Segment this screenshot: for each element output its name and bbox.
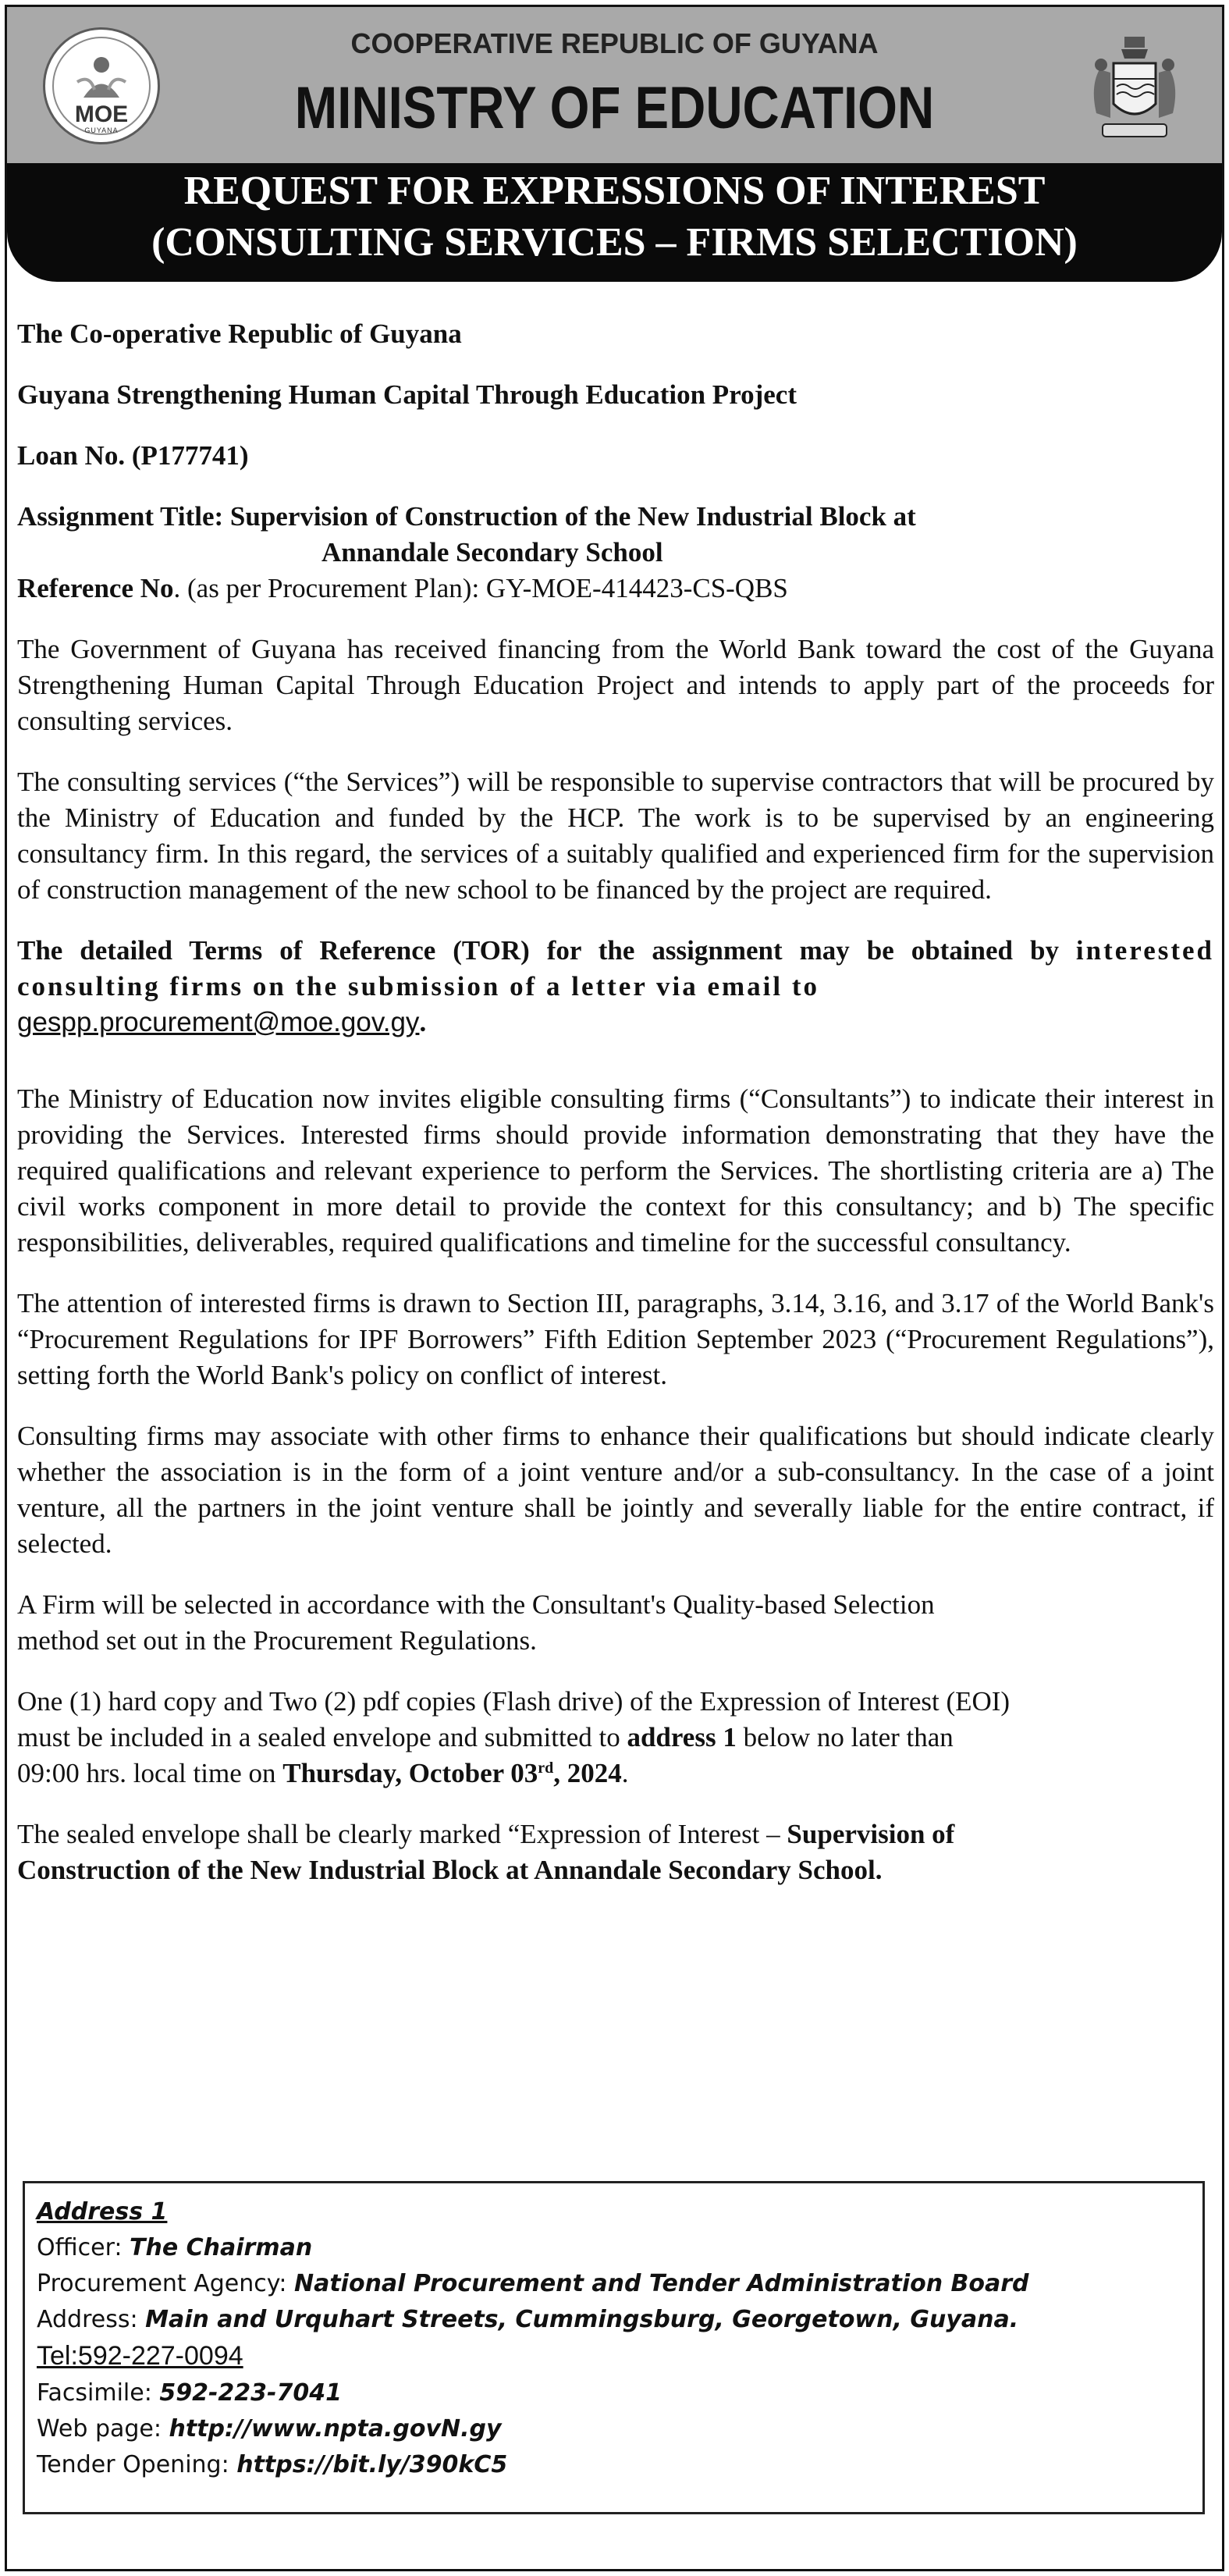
facsimile-line (37, 2375, 1202, 2411)
assignment-line-1: Supervision of Construction of the New Industrial Block at (229, 501, 916, 532)
date-ordinal-suffix: rd (538, 1759, 554, 1777)
masthead (7, 7, 1222, 163)
street-address-line (37, 2302, 1202, 2338)
submission-period: . (621, 1758, 629, 1788)
selection-line-1: A Firm will be selected in accordance with the Consultant's Quality-based Selection (17, 1589, 935, 1620)
country-name: The Co-operative Republic of Guyana (17, 318, 462, 349)
facsimile-label: Facsimile: (37, 2379, 160, 2407)
submission-line-3a: 09:00 hrs. local time on (17, 1758, 283, 1788)
reference-label: Reference No (17, 573, 174, 603)
assignment-title (17, 499, 1214, 571)
tor-line-1: The detailed Terms of Reference (TOR) for the assignment may be obtained by (17, 935, 1059, 966)
assignment-line-2: Annandale Secondary School (321, 537, 663, 568)
assignment-label: Assignment Title: (17, 501, 230, 532)
officer-value: The Chairman (130, 2234, 313, 2261)
agency-line (37, 2266, 1202, 2302)
envelope-line-1a: The sealed envelope shall be clearly marked “Expression of Interest – (17, 1819, 787, 1849)
notice-body (17, 316, 1214, 1913)
agency-label: Procurement Agency: (37, 2270, 294, 2297)
submission-line-1: One (1) hard copy and Two (2) pdf copies (Flash drive) of the Expression of Interest (EOI) (17, 1686, 1011, 1717)
loan-number: Loan No. (P177741) (17, 440, 249, 471)
paragraph-invitation: The Ministry of Education now invites eligible consulting firms (“Consultants”) to indicate their interest in providing the Services. Interested firms should provide information demonstrating that they have the required qualifications and relevant experience to perform the Services. The shortlisting criteria are a) The civil works component in more detail to provide the context for this consultancy; and b) The specific responsibilities, deliverables, required qualifications and timeline for the successful consultancy. (17, 1083, 1214, 1258)
officer-label: Officer: (37, 2234, 130, 2261)
ministry-heading: MINISTRY OF EDUCATION (294, 75, 935, 141)
address-box (23, 2181, 1205, 2514)
agency-value: National Procurement and Tender Administration Board (293, 2270, 1029, 2297)
banner-title-line-1: REQUEST FOR EXPRESSIONS OF INTEREST (183, 169, 1046, 213)
banner-title-line-2: (CONSULTING SERVICES – FIRMS SELECTION) (151, 220, 1078, 265)
paragraph-submission (17, 1684, 1214, 1791)
paragraph-services: The consulting services (“the Services”) will be responsible to supervise contractors that will be procured by the Ministry of Education and funded by the HCP. The work is to be supervised by an engineering consultancy firm. In this regard, the services of a suitably qualified and experienced firm for the supervision of construction management of the new school to be financed by the project are required. (17, 767, 1214, 905)
submission-deadline-year: , 2024 (553, 1758, 622, 1788)
webpage-link[interactable]: http://www.npta.govN.gy (169, 2415, 502, 2443)
guyana-coat-of-arms-icon (1076, 32, 1193, 149)
reference-value: . (as per Procurement Plan): GY-MOE-414423-CS-QBS (173, 573, 788, 603)
envelope-line-2: Construction of the New Industrial Block at Annandale Secondary School. (17, 1855, 883, 1885)
reference-number (17, 571, 1214, 607)
logo-subtext: GUYANA (84, 126, 119, 134)
submission-address-ref: address 1 (627, 1722, 737, 1752)
paragraph-tor (17, 933, 1214, 1041)
webpage-line (37, 2411, 1202, 2447)
address-label: Address: (37, 2306, 146, 2333)
webpage-label: Web page: (37, 2415, 169, 2443)
address-title: Address 1 (37, 2198, 168, 2226)
officer-line (37, 2230, 1202, 2266)
submission-deadline-date: Thursday, October 03 (282, 1758, 538, 1788)
tender-opening-link[interactable]: https://bit.ly/390kC5 (236, 2451, 508, 2478)
logo-text: MOE (74, 101, 129, 127)
title-banner (7, 163, 1222, 282)
envelope-line-1b: Supervision of (787, 1819, 955, 1849)
address-value: Main and Urquhart Streets, Cummingsburg, Georgetown, Guyana. (145, 2306, 1019, 2333)
project-name: Guyana Strengthening Human Capital Through Education Project (17, 379, 797, 410)
paragraph-conflict-of-interest: The attention of interested firms is drawn to Section III, paragraphs, 3.14, 3.16, and 3.17 of the World Bank's “Procurement Regulations for IPF Borrowers” Fifth Edition September 2023 (“Procurement Regulations”), setting forth the World Bank's policy on conflict of interest. (17, 1288, 1214, 1390)
telephone-link[interactable]: Tel:592-227-0094 (37, 2341, 243, 2371)
paragraph-financing: The Government of Guyana has received financing from the World Bank toward the cost of the Guyana Strengthening Human Capital Through Education Project and intends to apply part of the proceeds for consulting services. (17, 634, 1214, 736)
facsimile-value: 592-223-7041 (159, 2379, 342, 2407)
tor-period: . (419, 1007, 427, 1037)
paragraph-association: Consulting firms may associate with other firms to enhance their qualifications but should indicate clearly whether the association is in the form of a joint venture and/or a sub-consultancy. In the case of a joint venture, all the partners in the joint venture shall be jointly and severally liable for the entire contract, if selected. (17, 1421, 1214, 1559)
telephone-line (37, 2338, 1202, 2375)
submission-line-2c: below no later than (736, 1722, 954, 1752)
notice-page (5, 5, 1224, 2571)
tender-opening-label: Tender Opening: (37, 2451, 237, 2478)
submission-line-2a: must be included in a sealed envelope and submitted to (17, 1722, 627, 1752)
selection-line-2: method set out in the Procurement Regulations. (17, 1625, 537, 1656)
country-heading: COOPERATIVE REPUBLIC OF GUYANA (350, 27, 879, 59)
procurement-email-link[interactable]: gespp.procurement@moe.gov.gy (17, 1007, 420, 1037)
tor-line-2: interested consulting firms on the submission of a letter via email to (17, 935, 1215, 1002)
tender-opening-line (37, 2447, 1202, 2483)
paragraph-selection-method (17, 1587, 1214, 1659)
paragraph-envelope-marking (17, 1816, 1214, 1888)
